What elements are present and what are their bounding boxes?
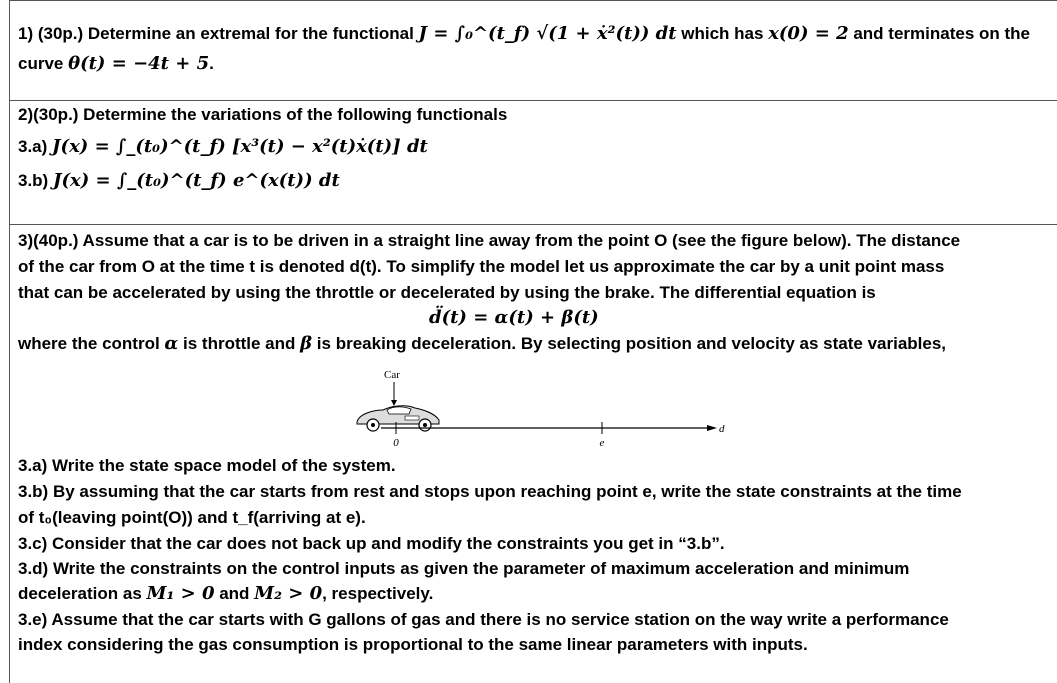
q1-middle: which has	[676, 24, 769, 43]
q3-line-2: of the car from O at the time t is denoted d(t). To simplify the model let us approximate the car by a unit point mass	[18, 257, 945, 276]
car-label: Car	[384, 369, 400, 381]
q3-c: 3.c) Consider that the car does not back up and modify the constraints you get in “3.b”.	[18, 534, 725, 553]
car-figure	[339, 366, 739, 456]
q3-a: 3.a) Write the state space model of the system.	[18, 456, 396, 475]
q3-d2-m1: M₁ > 0	[146, 583, 215, 604]
q3-d2-a: deceleration as	[18, 584, 147, 603]
q3-b-line-1: 3.b) By assuming that the car starts from rest and stops upon reaching point e, write the state constraints at the time	[18, 482, 962, 501]
q2-part-a	[18, 136, 428, 158]
q1-prefix: 1) (30p.) Determine an extremal for the functional	[18, 24, 419, 43]
q3-e-line-2: index considering the gas consumption is proportional to the same linear parameters with inputs.	[18, 635, 808, 654]
q3-d-line-2	[18, 583, 433, 605]
q3-beta: β	[300, 333, 313, 354]
row-divider-1	[9, 100, 1057, 101]
q3-line5-c: is breaking deceleration. By selecting position and velocity as state variables,	[312, 334, 947, 353]
car-pointer-arrowhead	[391, 400, 397, 406]
q1-line2-prefix: curve	[18, 54, 69, 73]
d-axis-arrowhead	[707, 425, 717, 431]
q3-e-line-1: 3.e) Assume that the car starts with G gallons of gas and there is no service station on the way write a performance	[18, 610, 949, 629]
q2-b-expr: J(x) = ∫_(t₀)^(t_f) e^(x(t)) dt	[52, 170, 340, 191]
q1-suffix: and terminates on the	[848, 24, 1030, 43]
origin-label: 0	[393, 437, 399, 449]
q1-line-1	[18, 23, 1030, 45]
q2-b-label: 3.b)	[18, 171, 53, 190]
q3-alpha: α	[164, 333, 179, 354]
q1-condition: x(0) = 2	[768, 23, 849, 44]
end-label: e	[599, 437, 605, 449]
q3-line5-b: is throttle and	[178, 334, 301, 353]
q1-functional: J = ∫₀^(t_f) √(1 + ẋ²(t)) dt	[418, 23, 677, 44]
q3-d2-c: , respectively.	[322, 584, 434, 603]
q1-curve: θ(t) = −4t + 5	[68, 53, 210, 74]
q3-line5-a: where the control	[18, 334, 165, 353]
q2-a-expr: J(x) = ∫_(t₀)^(t_f) [x³(t) − x²(t)ẋ(t)] dt	[52, 136, 428, 157]
q3-d2-b: and	[214, 584, 255, 603]
q2-part-b	[18, 170, 340, 192]
q3-d-line-1: 3.d) Write the constraints on the control inputs as given the parameter of maximum acceleration and minimum	[18, 559, 910, 578]
q3-equation: d̈(t) = α(t) + β(t)	[429, 307, 599, 328]
q3-line-3: that can be accelerated by using the throttle or decelerated by using the brake. The differential equation is	[18, 283, 876, 302]
table-border-left	[9, 0, 10, 683]
q3-b-line-2: of t₀(leaving point(O)) and t_f(arriving at e).	[18, 508, 366, 527]
row-divider-2	[9, 224, 1057, 225]
car-icon	[357, 406, 439, 431]
exam-table	[9, 0, 1057, 683]
q1-line2-suffix: .	[209, 54, 214, 73]
q3-line-5	[18, 333, 946, 355]
q1-line-2	[18, 53, 214, 75]
q3-d2-m2: M₂ > 0	[254, 583, 323, 604]
q2-title: 2)(30p.) Determine the variations of the following functionals	[18, 105, 508, 124]
table-border-top	[9, 0, 1057, 1]
q2-a-label: 3.a)	[18, 137, 53, 156]
q3-line-1: 3)(40p.) Assume that a car is to be driven in a straight line away from the point O (see the figure below). The distance	[18, 231, 961, 250]
axis-label: d	[719, 423, 725, 435]
